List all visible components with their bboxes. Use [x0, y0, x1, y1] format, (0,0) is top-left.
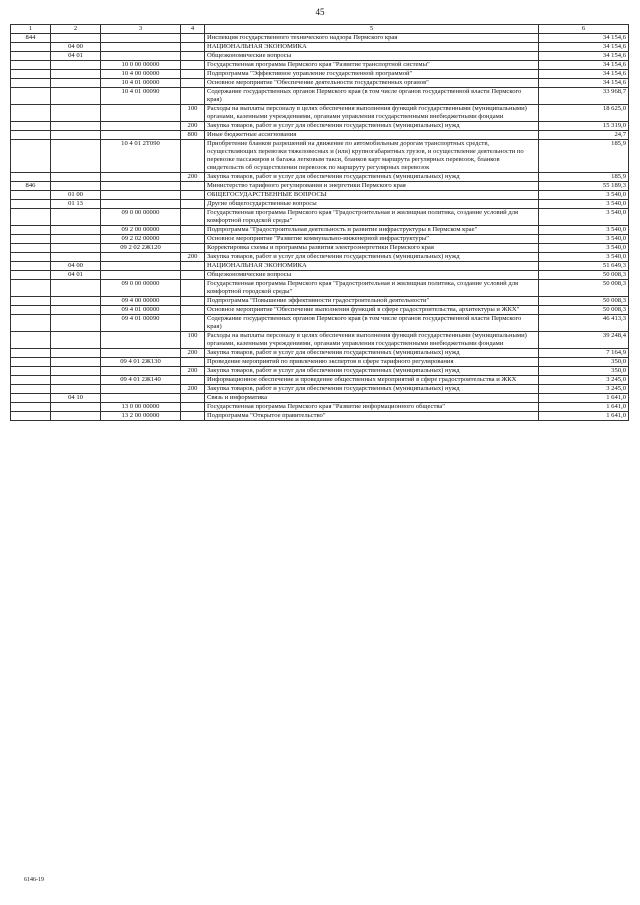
table-row — [11, 394, 629, 403]
table-row — [11, 131, 629, 140]
section-code-cell — [51, 70, 101, 79]
table-row — [11, 235, 629, 244]
target-item-cell — [101, 122, 181, 131]
target-item-cell: 09 4 00 00000 — [101, 297, 181, 306]
amount-cell: 50 008,3 — [539, 280, 629, 297]
item-name-cell: Основное мероприятие "Обеспечение деятельности государственных органов" — [205, 79, 539, 88]
table-row — [11, 367, 629, 376]
target-item-cell: 09 4 01 2Ж130 — [101, 358, 181, 367]
expense-type-cell: 200 — [181, 385, 205, 394]
agency-code-cell — [11, 315, 51, 332]
expense-type-cell — [181, 52, 205, 61]
agency-code-cell — [11, 235, 51, 244]
section-code-cell — [51, 140, 101, 173]
section-code-cell — [51, 226, 101, 235]
item-name-cell: Общеэкономические вопросы — [205, 271, 539, 280]
item-name-cell: ОБЩЕГОСУДАРСТВЕННЫЕ ВОПРОСЫ — [205, 191, 539, 200]
table-row — [11, 140, 629, 173]
table-row — [11, 105, 629, 122]
table-row — [11, 173, 629, 182]
amount-cell: 350,0 — [539, 358, 629, 367]
section-code-cell — [51, 315, 101, 332]
amount-cell: 50 008,3 — [539, 297, 629, 306]
target-item-cell — [101, 105, 181, 122]
table-row — [11, 182, 629, 191]
item-name-cell: Информационное обеспечение и проведение общественных мероприятий в сфере градостроительства и ЖКХ — [205, 376, 539, 385]
expense-type-cell — [181, 315, 205, 332]
amount-cell: 3 245,0 — [539, 385, 629, 394]
expense-type-cell — [181, 244, 205, 253]
expense-type-cell — [181, 376, 205, 385]
target-item-cell: 09 4 01 00090 — [101, 315, 181, 332]
expense-type-cell — [181, 200, 205, 209]
target-item-cell: 09 4 01 2Ж140 — [101, 376, 181, 385]
amount-cell: 34 154,6 — [539, 79, 629, 88]
item-name-cell: Подпрограмма "Повышение эффективности градостроительной деятельности" — [205, 297, 539, 306]
expense-type-cell: 100 — [181, 105, 205, 122]
agency-code-cell — [11, 61, 51, 70]
table-row — [11, 52, 629, 61]
item-name-cell: Закупка товаров, работ и услуг для обеспечения государственных (муниципальных) нужд — [205, 367, 539, 376]
amount-cell: 3 540,0 — [539, 209, 629, 226]
table-header — [11, 25, 629, 34]
item-name-cell: Расходы на выплаты персоналу в целях обеспечения выполнения функций государственными (муниципальными) органами, казенными учреждениями, органами управления государственными внебюджетными фондами — [205, 105, 539, 122]
expense-type-cell — [181, 262, 205, 271]
amount-cell: 350,0 — [539, 367, 629, 376]
table-row — [11, 79, 629, 88]
amount-cell: 3 540,0 — [539, 253, 629, 262]
section-code-cell — [51, 349, 101, 358]
agency-code-cell — [11, 70, 51, 79]
item-name-cell: Закупка товаров, работ и услуг для обеспечения государственных (муниципальных) нужд — [205, 349, 539, 358]
agency-code-cell — [11, 306, 51, 315]
table-row — [11, 271, 629, 280]
item-name-cell: Инспекция государственного технического надзора Пермского края — [205, 34, 539, 43]
agency-code-cell — [11, 226, 51, 235]
column-header-3: 3 — [101, 25, 181, 34]
section-code-cell — [51, 412, 101, 421]
table-row — [11, 297, 629, 306]
section-code-cell — [51, 244, 101, 253]
agency-code-cell — [11, 349, 51, 358]
item-name-cell: Основное мероприятие "Развитие коммунально-инженерной инфраструктуры" — [205, 235, 539, 244]
section-code-cell: 01 00 — [51, 191, 101, 200]
expense-type-cell — [181, 209, 205, 226]
amount-cell: 34 154,6 — [539, 43, 629, 52]
section-code-cell — [51, 297, 101, 306]
expense-type-cell — [181, 88, 205, 105]
item-name-cell: Основное мероприятие "Обеспечение выполнения функций в сфере градостроительства, архитектуры и ЖКХ" — [205, 306, 539, 315]
amount-cell: 34 154,6 — [539, 61, 629, 70]
expense-type-cell — [181, 297, 205, 306]
agency-code-cell — [11, 88, 51, 105]
target-item-cell: 10 4 01 00000 — [101, 79, 181, 88]
expense-type-cell — [181, 306, 205, 315]
target-item-cell: 09 4 01 00000 — [101, 306, 181, 315]
section-code-cell — [51, 253, 101, 262]
item-name-cell: Государственная программа Пермского края "Градостроительная и жилищная политика, создание условий для комфортной городской среды" — [205, 209, 539, 226]
item-name-cell: Подпрограмма "Эффективное управление государственной программой" — [205, 70, 539, 79]
budget-table — [10, 24, 629, 421]
page-number: 45 — [315, 7, 325, 17]
target-item-cell — [101, 200, 181, 209]
amount-cell: 3 245,0 — [539, 376, 629, 385]
table-row — [11, 358, 629, 367]
column-header-5: 5 — [205, 25, 539, 34]
item-name-cell: Расходы на выплаты персоналу в целях обеспечения выполнения функций государственными (муниципальными) органами, казенными учреждениями, органами управления государственными внебюджетными фондами — [205, 332, 539, 349]
section-code-cell — [51, 306, 101, 315]
amount-cell: 185,9 — [539, 173, 629, 182]
expense-type-cell: 200 — [181, 349, 205, 358]
target-item-cell: 10 4 01 2Т090 — [101, 140, 181, 173]
expense-type-cell: 200 — [181, 122, 205, 131]
amount-cell: 18 625,0 — [539, 105, 629, 122]
expense-type-cell — [181, 235, 205, 244]
target-item-cell — [101, 271, 181, 280]
item-name-cell: Связь и информатика — [205, 394, 539, 403]
table-row — [11, 412, 629, 421]
section-code-cell — [51, 88, 101, 105]
table-row — [11, 209, 629, 226]
table-row — [11, 403, 629, 412]
section-code-cell — [51, 173, 101, 182]
footer-code: 6146-19 — [24, 877, 44, 883]
target-item-cell: 09 2 00 00000 — [101, 226, 181, 235]
section-code-cell — [51, 376, 101, 385]
agency-code-cell — [11, 385, 51, 394]
item-name-cell: Содержание государственных органов Пермского края (в том числе органов государственной власти Пермского края) — [205, 315, 539, 332]
agency-code-cell — [11, 200, 51, 209]
item-name-cell: Закупка товаров, работ и услуг для обеспечения государственных (муниципальных) нужд — [205, 253, 539, 262]
amount-cell: 34 154,6 — [539, 34, 629, 43]
table-row — [11, 244, 629, 253]
target-item-cell: 09 2 02 2Ж120 — [101, 244, 181, 253]
amount-cell: 50 008,3 — [539, 306, 629, 315]
section-code-cell — [51, 385, 101, 394]
item-name-cell: Закупка товаров, работ и услуг для обеспечения государственных (муниципальных) нужд — [205, 122, 539, 131]
expense-type-cell — [181, 70, 205, 79]
agency-code-cell — [11, 271, 51, 280]
expense-type-cell — [181, 412, 205, 421]
expense-type-cell — [181, 79, 205, 88]
amount-cell: 185,9 — [539, 140, 629, 173]
table-row — [11, 315, 629, 332]
table-row — [11, 332, 629, 349]
amount-cell: 3 540,0 — [539, 191, 629, 200]
table-row — [11, 306, 629, 315]
expense-type-cell — [181, 34, 205, 43]
agency-code-cell — [11, 394, 51, 403]
column-header-6: 6 — [539, 25, 629, 34]
expense-type-cell: 200 — [181, 253, 205, 262]
agency-code-cell: 844 — [11, 34, 51, 43]
expense-type-cell — [181, 182, 205, 191]
amount-cell: 34 154,6 — [539, 70, 629, 79]
agency-code-cell — [11, 43, 51, 52]
section-code-cell — [51, 182, 101, 191]
item-name-cell: Иные бюджетные ассигнования — [205, 131, 539, 140]
section-code-cell: 04 10 — [51, 394, 101, 403]
expense-type-cell: 200 — [181, 367, 205, 376]
amount-cell: 34 154,6 — [539, 52, 629, 61]
target-item-cell — [101, 34, 181, 43]
section-code-cell — [51, 122, 101, 131]
agency-code-cell — [11, 403, 51, 412]
expense-type-cell — [181, 191, 205, 200]
amount-cell: 3 540,0 — [539, 244, 629, 253]
agency-code-cell — [11, 209, 51, 226]
table-row — [11, 34, 629, 43]
section-code-cell — [51, 358, 101, 367]
target-item-cell — [101, 394, 181, 403]
expense-type-cell — [181, 226, 205, 235]
agency-code-cell — [11, 140, 51, 173]
target-item-cell — [101, 43, 181, 52]
section-code-cell — [51, 34, 101, 43]
agency-code-cell — [11, 131, 51, 140]
item-name-cell: Государственная программа Пермского края "Развитие транспортной системы" — [205, 61, 539, 70]
table-row — [11, 61, 629, 70]
amount-cell: 46 413,3 — [539, 315, 629, 332]
table-row — [11, 376, 629, 385]
section-code-cell — [51, 403, 101, 412]
column-header-1: 1 — [11, 25, 51, 34]
amount-cell: 3 540,0 — [539, 200, 629, 209]
item-name-cell: Проведение мероприятий по привлечению экспертов в сфере тарифного регулирования — [205, 358, 539, 367]
section-code-cell: 04 01 — [51, 52, 101, 61]
item-name-cell: Содержание государственных органов Пермского края (в том числе органов государственной власти Пермского края) — [205, 88, 539, 105]
table-row — [11, 280, 629, 297]
agency-code-cell — [11, 280, 51, 297]
item-name-cell: Общеэкономические вопросы — [205, 52, 539, 61]
amount-cell: 15 319,0 — [539, 122, 629, 131]
expense-type-cell — [181, 140, 205, 173]
table-row — [11, 191, 629, 200]
column-header-4: 4 — [181, 25, 205, 34]
header-row — [11, 25, 629, 34]
target-item-cell — [101, 385, 181, 394]
amount-cell: 1 641,0 — [539, 412, 629, 421]
expense-type-cell: 200 — [181, 173, 205, 182]
item-name-cell: Подпрограмма "Градостроительная деятельность и развитие инфраструктуры в Пермском крае" — [205, 226, 539, 235]
section-code-cell: 04 00 — [51, 43, 101, 52]
section-code-cell — [51, 105, 101, 122]
agency-code-cell — [11, 244, 51, 253]
target-item-cell — [101, 349, 181, 358]
section-code-cell — [51, 332, 101, 349]
expense-type-cell — [181, 271, 205, 280]
expense-type-cell — [181, 358, 205, 367]
table-row — [11, 349, 629, 358]
amount-cell: 1 641,0 — [539, 394, 629, 403]
item-name-cell: Корректировка схемы и программы развития электроэнергетики Пермского края — [205, 244, 539, 253]
target-item-cell: 10 0 00 00000 — [101, 61, 181, 70]
amount-cell: 3 540,0 — [539, 235, 629, 244]
item-name-cell: Закупка товаров, работ и услуг для обеспечения государственных (муниципальных) нужд — [205, 385, 539, 394]
column-header-2: 2 — [51, 25, 101, 34]
agency-code-cell — [11, 412, 51, 421]
amount-cell: 33 968,7 — [539, 88, 629, 105]
target-item-cell: 09 2 02 00000 — [101, 235, 181, 244]
agency-code-cell — [11, 52, 51, 61]
agency-code-cell — [11, 105, 51, 122]
amount-cell: 24,7 — [539, 131, 629, 140]
target-item-cell — [101, 253, 181, 262]
item-name-cell: Другие общегосударственные вопросы — [205, 200, 539, 209]
agency-code-cell — [11, 332, 51, 349]
expense-type-cell: 100 — [181, 332, 205, 349]
target-item-cell — [101, 262, 181, 271]
agency-code-cell: 846 — [11, 182, 51, 191]
agency-code-cell — [11, 376, 51, 385]
table-row — [11, 385, 629, 394]
table-row — [11, 88, 629, 105]
agency-code-cell — [11, 122, 51, 131]
table-row — [11, 262, 629, 271]
agency-code-cell — [11, 297, 51, 306]
table-row — [11, 226, 629, 235]
agency-code-cell — [11, 173, 51, 182]
item-name-cell: НАЦИОНАЛЬНАЯ ЭКОНОМИКА — [205, 43, 539, 52]
target-item-cell: 09 0 00 00000 — [101, 280, 181, 297]
amount-cell: 50 008,3 — [539, 271, 629, 280]
table-row — [11, 200, 629, 209]
expense-type-cell: 800 — [181, 131, 205, 140]
agency-code-cell — [11, 358, 51, 367]
target-item-cell: 10 4 00 00000 — [101, 70, 181, 79]
section-code-cell — [51, 131, 101, 140]
amount-cell: 39 248,4 — [539, 332, 629, 349]
table-row — [11, 43, 629, 52]
agency-code-cell — [11, 79, 51, 88]
section-code-cell — [51, 61, 101, 70]
target-item-cell — [101, 52, 181, 61]
agency-code-cell — [11, 191, 51, 200]
item-name-cell: Приобретение бланков разрешений на движение по автомобильным дорогам транспортных средств, осуществляющих перевозки тяжеловесных и (или) крупногабаритных грузов, и осуществление деятельности по перевозке пассажиров и багажа легковым такси, бланков карт маршрута регулярных перевозок, бланков свидетельств об осуществлении перевозок по маршруту регулярных перевозок — [205, 140, 539, 173]
expense-type-cell — [181, 403, 205, 412]
section-code-cell: 04 00 — [51, 262, 101, 271]
target-item-cell — [101, 191, 181, 200]
expense-type-cell — [181, 280, 205, 297]
item-name-cell: Государственная программа Пермского края "Градостроительная и жилищная политика, создание условий для комфортной городской среды" — [205, 280, 539, 297]
item-name-cell: Министерство тарифного регулирования и энергетики Пермского края — [205, 182, 539, 191]
section-code-cell — [51, 79, 101, 88]
table-row — [11, 253, 629, 262]
target-item-cell — [101, 332, 181, 349]
item-name-cell: Подпрограмма "Открытое правительство" — [205, 412, 539, 421]
target-item-cell — [101, 173, 181, 182]
expense-type-cell — [181, 61, 205, 70]
item-name-cell: Государственная программа Пермского края "Развитие информационного общества" — [205, 403, 539, 412]
table-body — [11, 34, 629, 421]
agency-code-cell — [11, 367, 51, 376]
section-code-cell: 04 01 — [51, 271, 101, 280]
target-item-cell — [101, 367, 181, 376]
expense-type-cell — [181, 43, 205, 52]
target-item-cell — [101, 131, 181, 140]
expense-type-cell — [181, 394, 205, 403]
section-code-cell: 01 13 — [51, 200, 101, 209]
amount-cell: 1 641,0 — [539, 403, 629, 412]
target-item-cell: 09 0 00 00000 — [101, 209, 181, 226]
section-code-cell — [51, 209, 101, 226]
target-item-cell — [101, 182, 181, 191]
agency-code-cell — [11, 253, 51, 262]
amount-cell: 51 649,3 — [539, 262, 629, 271]
amount-cell: 55 189,3 — [539, 182, 629, 191]
section-code-cell — [51, 235, 101, 244]
amount-cell: 3 540,0 — [539, 226, 629, 235]
table-row — [11, 70, 629, 79]
agency-code-cell — [11, 262, 51, 271]
table-row — [11, 122, 629, 131]
section-code-cell — [51, 367, 101, 376]
target-item-cell: 13 2 00 00000 — [101, 412, 181, 421]
section-code-cell — [51, 280, 101, 297]
target-item-cell: 10 4 01 00090 — [101, 88, 181, 105]
item-name-cell: Закупка товаров, работ и услуг для обеспечения государственных (муниципальных) нужд — [205, 173, 539, 182]
amount-cell: 7 164,9 — [539, 349, 629, 358]
item-name-cell: НАЦИОНАЛЬНАЯ ЭКОНОМИКА — [205, 262, 539, 271]
target-item-cell: 13 0 00 00000 — [101, 403, 181, 412]
